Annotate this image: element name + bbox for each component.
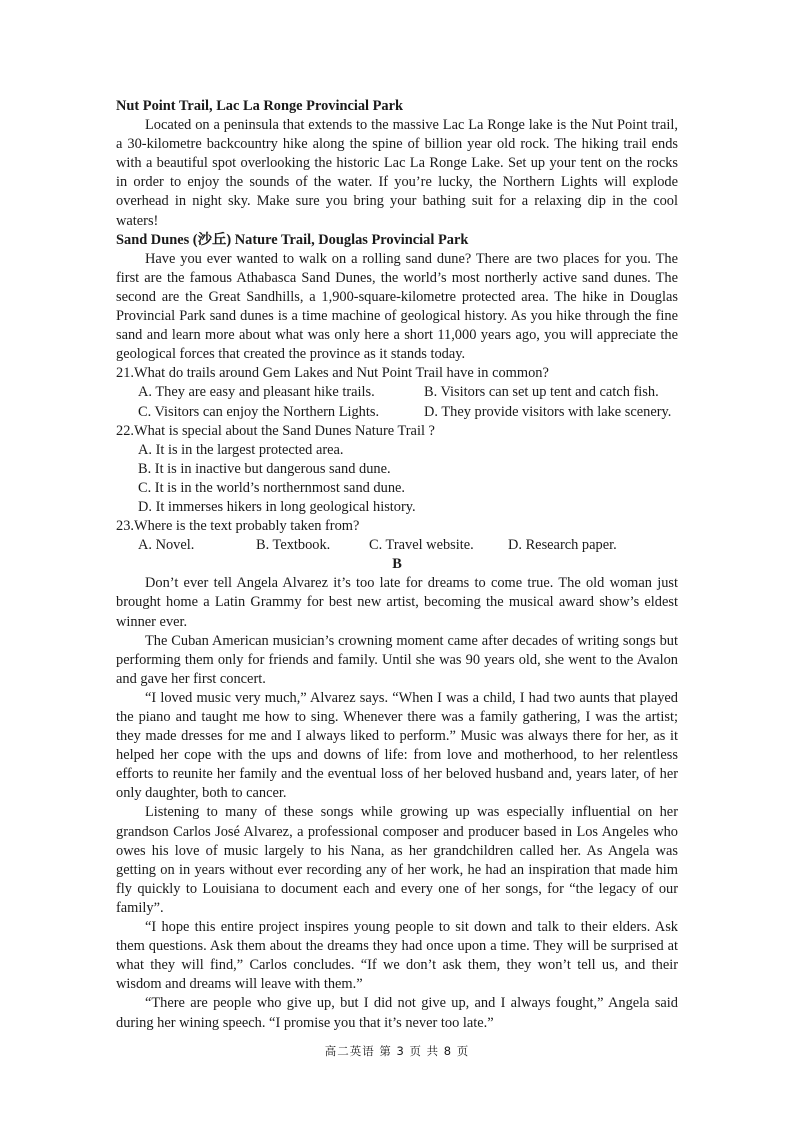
passage-b-paragraph-4: Listening to many of these songs while growing up was especially influential on her grandson Carlos José Alvarez, a professional composer and producer based in Los Angeles who owes his love of music largely to his Nana, as her grandchildren called her. As Angela was getting on in years without ever recording any of her work, he had an inspiration that made him fly quickly to Louisiana to document each and every one of her songs, for “the legacy of our family”. <box>116 804 678 916</box>
question-22-option-b: B. It is in inactive but dangerous sand dune. <box>138 460 391 477</box>
passage-b-paragraph-5: “I hope this entire project inspires young people to sit down and talk to their elders. Ask them questions. Ask them about the dreams they had once upon a time. They will be surprised at what they will find,” Carlos concludes. “If we don’t ask them, they won’t tell us, and their wisdom and dreams will leave with them.” <box>116 919 678 993</box>
page-content <box>116 97 678 1033</box>
passage-b-paragraph-1: Don’t ever tell Angela Alvarez it’s too late for dreams to come true. The old woman just brought home a Latin Grammy for best new artist, becoming the musical award show’s eldest winner ever. <box>116 575 678 630</box>
question-21-option-a: A. They are easy and pleasant hike trails. <box>138 384 375 401</box>
section-title-nut-point: Nut Point Trail, Lac La Ronge Provincial Park <box>116 98 404 114</box>
paragraph-sand-dunes: Have you ever wanted to walk on a rolling sand dune? There are two places for you. The first are the famous Athabasca Sand Dunes, the world’s most northerly active sand dunes. The second are the Great Sandhills, a 1,900-square-kilometre protected area. The hike in Douglas Provincial Park sand dunes is a time machine of geological history. As you hike through the fine sand and learn more about what was only here a short 11,000 years ago, you will appreciate the geological forces that created the province as it stands today. <box>116 250 678 363</box>
question-21-option-b: B. Visitors can set up tent and catch fish. <box>424 384 659 401</box>
passage-b-paragraph-2: The Cuban American musician’s crowning moment came after decades of writing songs but performing them only for friends and family. Until she was 90 years old, she went to the Avalon and gave her first concert. <box>116 632 678 687</box>
question-23-option-a: A. Novel. <box>138 537 195 554</box>
paragraph-nut-point: Located on a peninsula that extends to the massive Lac La Ronge lake is the Nut Point trail, a 30-kilometre backcountry hike along the spine of billion year old rock. The hiking trail ends with a beautiful spot overlooking the historic Lac La Ronge Lake. Set up your tent on the rocks in order to enjoy the sounds of the water. If you’re lucky, the Northern Lights will explode overhead in night sky. Make sure you bring your bathing suit for a relaxing dip in the cool waters! <box>116 117 678 229</box>
passage-b-paragraph-6: “There are people who give up, but I did not give up, and I always fought,” Angela said during her wining speech. “I promise you that it’s never too late.” <box>116 995 678 1031</box>
question-23-options <box>116 536 678 555</box>
question-23-option-d: D. Research paper. <box>508 537 617 554</box>
question-21-options-row1 <box>116 383 678 402</box>
question-21-option-d: D. They provide visitors with lake scenery. <box>424 403 672 420</box>
question-21-option-c: C. Visitors can enjoy the Northern Lights. <box>138 403 380 420</box>
question-23-option-b: B. Textbook. <box>256 537 331 554</box>
section-b-label: B <box>392 556 402 573</box>
page-footer: 高二英语 第 3 页 共 8 页 <box>324 1044 470 1058</box>
question-22-option-d: D. It immerses hikers in long geological history. <box>138 498 416 515</box>
question-22-stem: 22.What is special about the Sand Dunes Nature Trail ? <box>116 422 435 439</box>
passage-b-paragraph-3: “I loved music very much,” Alvarez says. “When I was a child, I had two aunts that played the piano and taught me how to sing. Whenever there was a family gathering, I was the artist; they made dresses for me and I always liked to perform.” Music was always there for her, as it helped her cope with the ups and downs of life: from love and motherhood, to her relentless efforts to reunite her family and the eventual loss of her beloved husband and, years later, of her only daughter, both to cancer. <box>116 689 678 802</box>
question-22-option-c: C. It is in the world’s northernmost sand dune. <box>138 479 405 496</box>
question-23-stem: 23.Where is the text probably taken from? <box>116 518 360 535</box>
question-23-option-c: C. Travel website. <box>369 537 474 554</box>
section-title-sand-dunes: Sand Dunes (沙丘) Nature Trail, Douglas Provincial Park <box>116 231 469 248</box>
question-22-option-a: A. It is in the largest protected area. <box>138 441 344 458</box>
question-21-stem: 21.What do trails around Gem Lakes and Nut Point Trail have in common? <box>116 365 549 382</box>
question-21-options-row2 <box>116 403 678 422</box>
